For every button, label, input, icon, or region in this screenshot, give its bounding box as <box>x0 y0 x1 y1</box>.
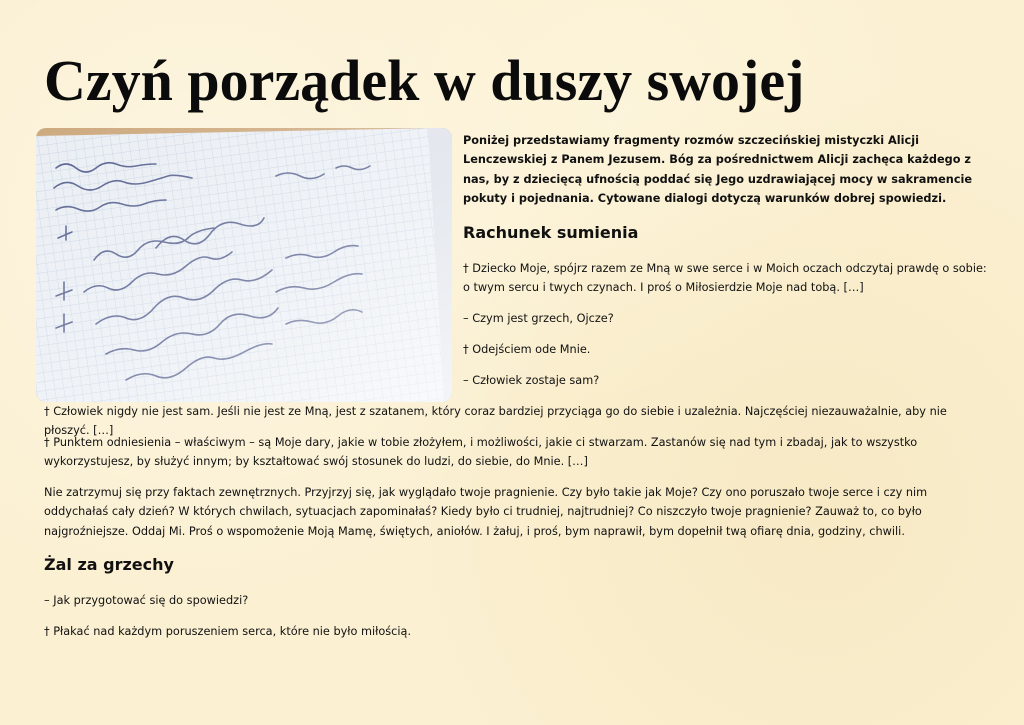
intro-paragraph: Poniżej przedstawiamy fragmenty rozmów szczecińskiej mistyczki Alicji Lenczewskiej z Panem Jezusem. Bóg za pośrednictwem Alicji zachęca każdego z nas, by z dziecięcą ufnością poddać się Jego uzdrawiającej mocy w sakramencie pokuty i pojednania. Cytowane dialogi dotyczą warunków dobrej spowiedzi. <box>463 134 973 205</box>
notebook-photo <box>36 128 452 402</box>
dialogue-paragraph-9: † Płakać nad każdym poruszeniem serca, które nie było miłością. <box>44 625 412 638</box>
dialogue-paragraph-8: – Jak przygotować się do spowiedzi? <box>44 594 249 607</box>
dialogue-paragraph-2: – Czym jest grzech, Ojcze? <box>463 312 614 325</box>
section-heading-zal: Żal za grzechy <box>44 555 174 574</box>
page-title: Czyń porządek w duszy swojej <box>44 48 805 113</box>
handwritten-notebook-image <box>36 128 452 402</box>
dialogue-paragraph-5: † Człowiek nigdy nie jest sam. Jeśli nie jest ze Mną, jest z szatanem, który coraz bardziej przyciąga go do siebie i uzależnia. Najczęściej niezauważalnie, aby nie płoszyć. […] <box>44 405 947 438</box>
dialogue-paragraph-7: Nie zatrzymuj się przy faktach zewnętrznych. Przyjrzyj się, jak wyglądało twoje pragnienie. Czy było takie jak Moje? Czy ono poruszało twoje serce i czy nim oddychałaś cały dzień? W których chwilach, sytuacjach zapominałaś? Kiedy było ci trudniej, najtrudniej? Co niszczyło twoje pragnienie? Zauważ to, co było najgroźniejsze. Oddaj Mi. Proś o wspomożenie Moją Mamę, świętych, aniołów. I żałuj, i proś, bym naprawił, bym dopełnił twą ofiarę dnia, godziny, chwili. <box>44 486 928 538</box>
dialogue-paragraph-6: † Punktem odniesienia – właściwym – są Moje dary, jakie w tobie złożyłem, i możliwości, jakie ci stwarzam. Zastanów się nad tym i zbadaj, jak to wszystko wykorzystujesz, by służyć innym; by kształtować swój stosunek do ludzi, do siebie, do Mnie. […] <box>44 436 918 469</box>
dialogue-paragraph-1: † Dziecko Moje, spójrz razem ze Mną w swe serce i w Moich oczach odczytaj prawdę o sobie: o twym sercu i twych czynach. I proś o Miłosierdzie Moje nad tobą. […] <box>463 262 987 295</box>
dialogue-paragraph-4: – Człowiek zostaje sam? <box>463 374 600 387</box>
section-heading-rachunek: Rachunek sumienia <box>463 223 639 242</box>
dialogue-paragraph-3: † Odejściem ode Mnie. <box>463 343 591 356</box>
